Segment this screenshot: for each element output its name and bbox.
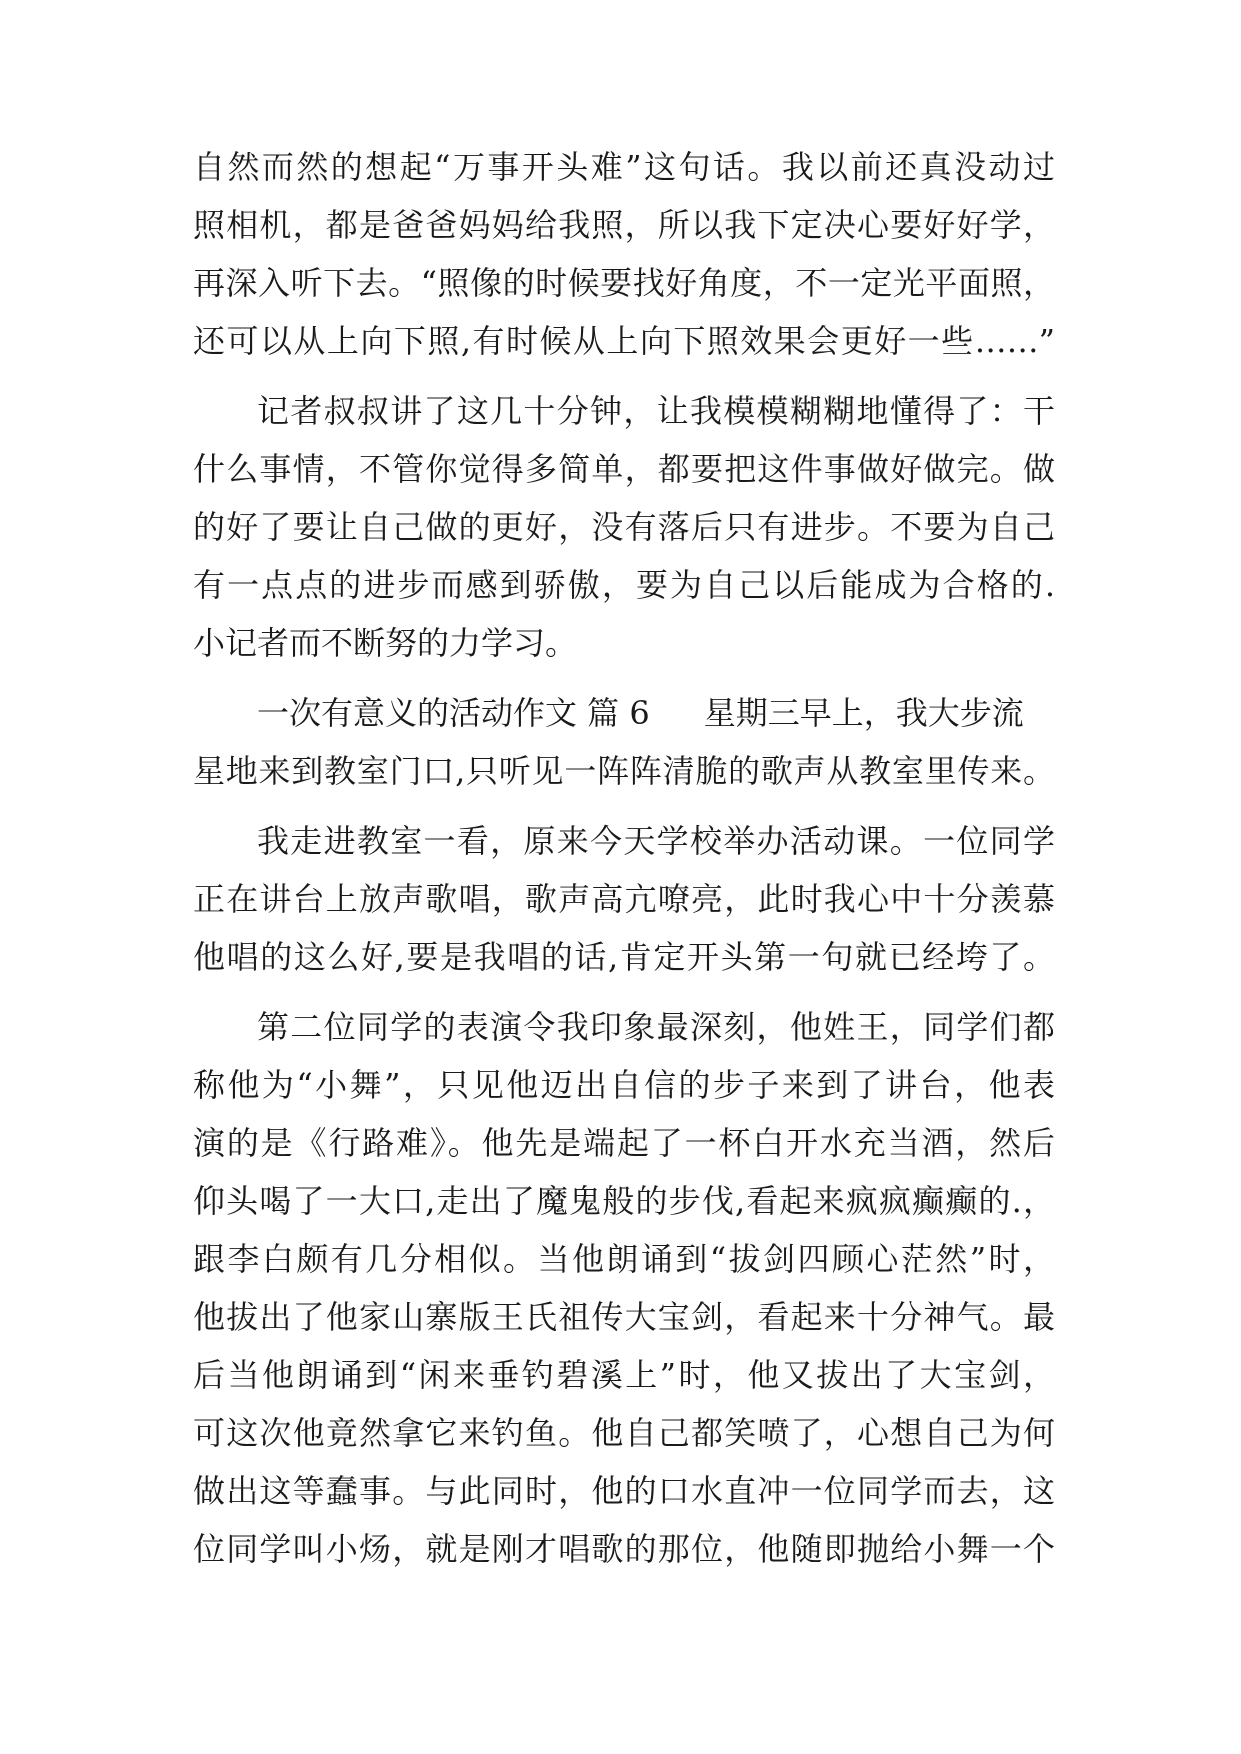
paragraph-line: 星地来到教室门口,只听见一阵阵清脆的歌声从教室里传来。 — [193, 752, 1055, 790]
paragraph-line: 称他为“小舞”，只见他迈出自信的步子来到了讲台，他表 — [193, 1066, 1055, 1104]
paragraph-line: 的好了要让自己做的更好，没有落后只有进步。不要为自己 — [193, 508, 1055, 546]
paragraph-line: 记者叔叔讲了这几十分钟，让我模模糊糊地懂得了：干 — [257, 392, 1055, 430]
paragraph-line: 什么事情，不管你觉得多简单，都要把这件事做好做完。做 — [193, 450, 1055, 488]
paragraph-line: 位同学叫小炀，就是刚才唱歌的那位，他随即抛给小舞一个 — [193, 1530, 1055, 1568]
section-heading-line — [193, 684, 1055, 742]
paragraph-line: 演的是《行路难》。他先是端起了一杯白开水充当酒，然后 — [193, 1124, 1055, 1162]
paragraph-line: 跟李白颇有几分相似。当他朗诵到“拔剑四顾心茫然”时， — [193, 1240, 1055, 1278]
section-continuation: 星期三早上，我大步流 — [703, 694, 1024, 732]
paragraph-line: 他唱的这么好,要是我唱的话,肯定开头第一句就已经垮了。 — [193, 938, 1055, 976]
paragraph-line: 做出这等蠢事。与此同时，他的口水直冲一位同学而去，这 — [193, 1472, 1055, 1510]
paragraph-line: 可这次他竟然拿它来钓鱼。他自己都笑喷了，心想自己为何 — [193, 1414, 1055, 1452]
paragraph-line: 后当他朗诵到“闲来垂钓碧溪上”时，他又拔出了大宝剑， — [193, 1356, 1055, 1394]
paragraph-line: 自然而然的想起“万事开头难”这句话。我以前还真没动过 — [193, 148, 1055, 186]
paragraph-line: 我走进教室一看，原来今天学校举办活动课。一位同学 — [257, 822, 1055, 860]
paragraph-line: 第二位同学的表演令我印象最深刻，他姓王，同学们都 — [257, 1008, 1055, 1046]
paragraph-line: 仰头喝了一大口,走出了魔鬼般的步伐,看起来疯疯癫癫的.， — [193, 1182, 1055, 1220]
section-title: 一次有意义的活动作文 篇 6 — [257, 694, 650, 732]
paragraph-line: 再深入听下去。“照像的时候要找好角度，不一定光平面照， — [193, 264, 1055, 302]
paragraph-line: 还可以从上向下照,有时候从上向下照效果会更好一些……” — [193, 322, 1055, 360]
paragraph-line: 他拔出了他家山寨版王氏祖传大宝剑，看起来十分神气。最 — [193, 1298, 1055, 1336]
paragraph-line: 小记者而不断努的力学习。 — [193, 624, 578, 662]
paragraph-line: 照相机，都是爸爸妈妈给我照，所以我下定决心要好好学， — [193, 206, 1055, 244]
paragraph-line: 正在讲台上放声歌唱，歌声高亢嘹亮，此时我心中十分羡慕 — [193, 880, 1055, 918]
paragraph-line: 有一点点的进步而感到骄傲，要为自己以后能成为合格的. — [193, 566, 1055, 604]
